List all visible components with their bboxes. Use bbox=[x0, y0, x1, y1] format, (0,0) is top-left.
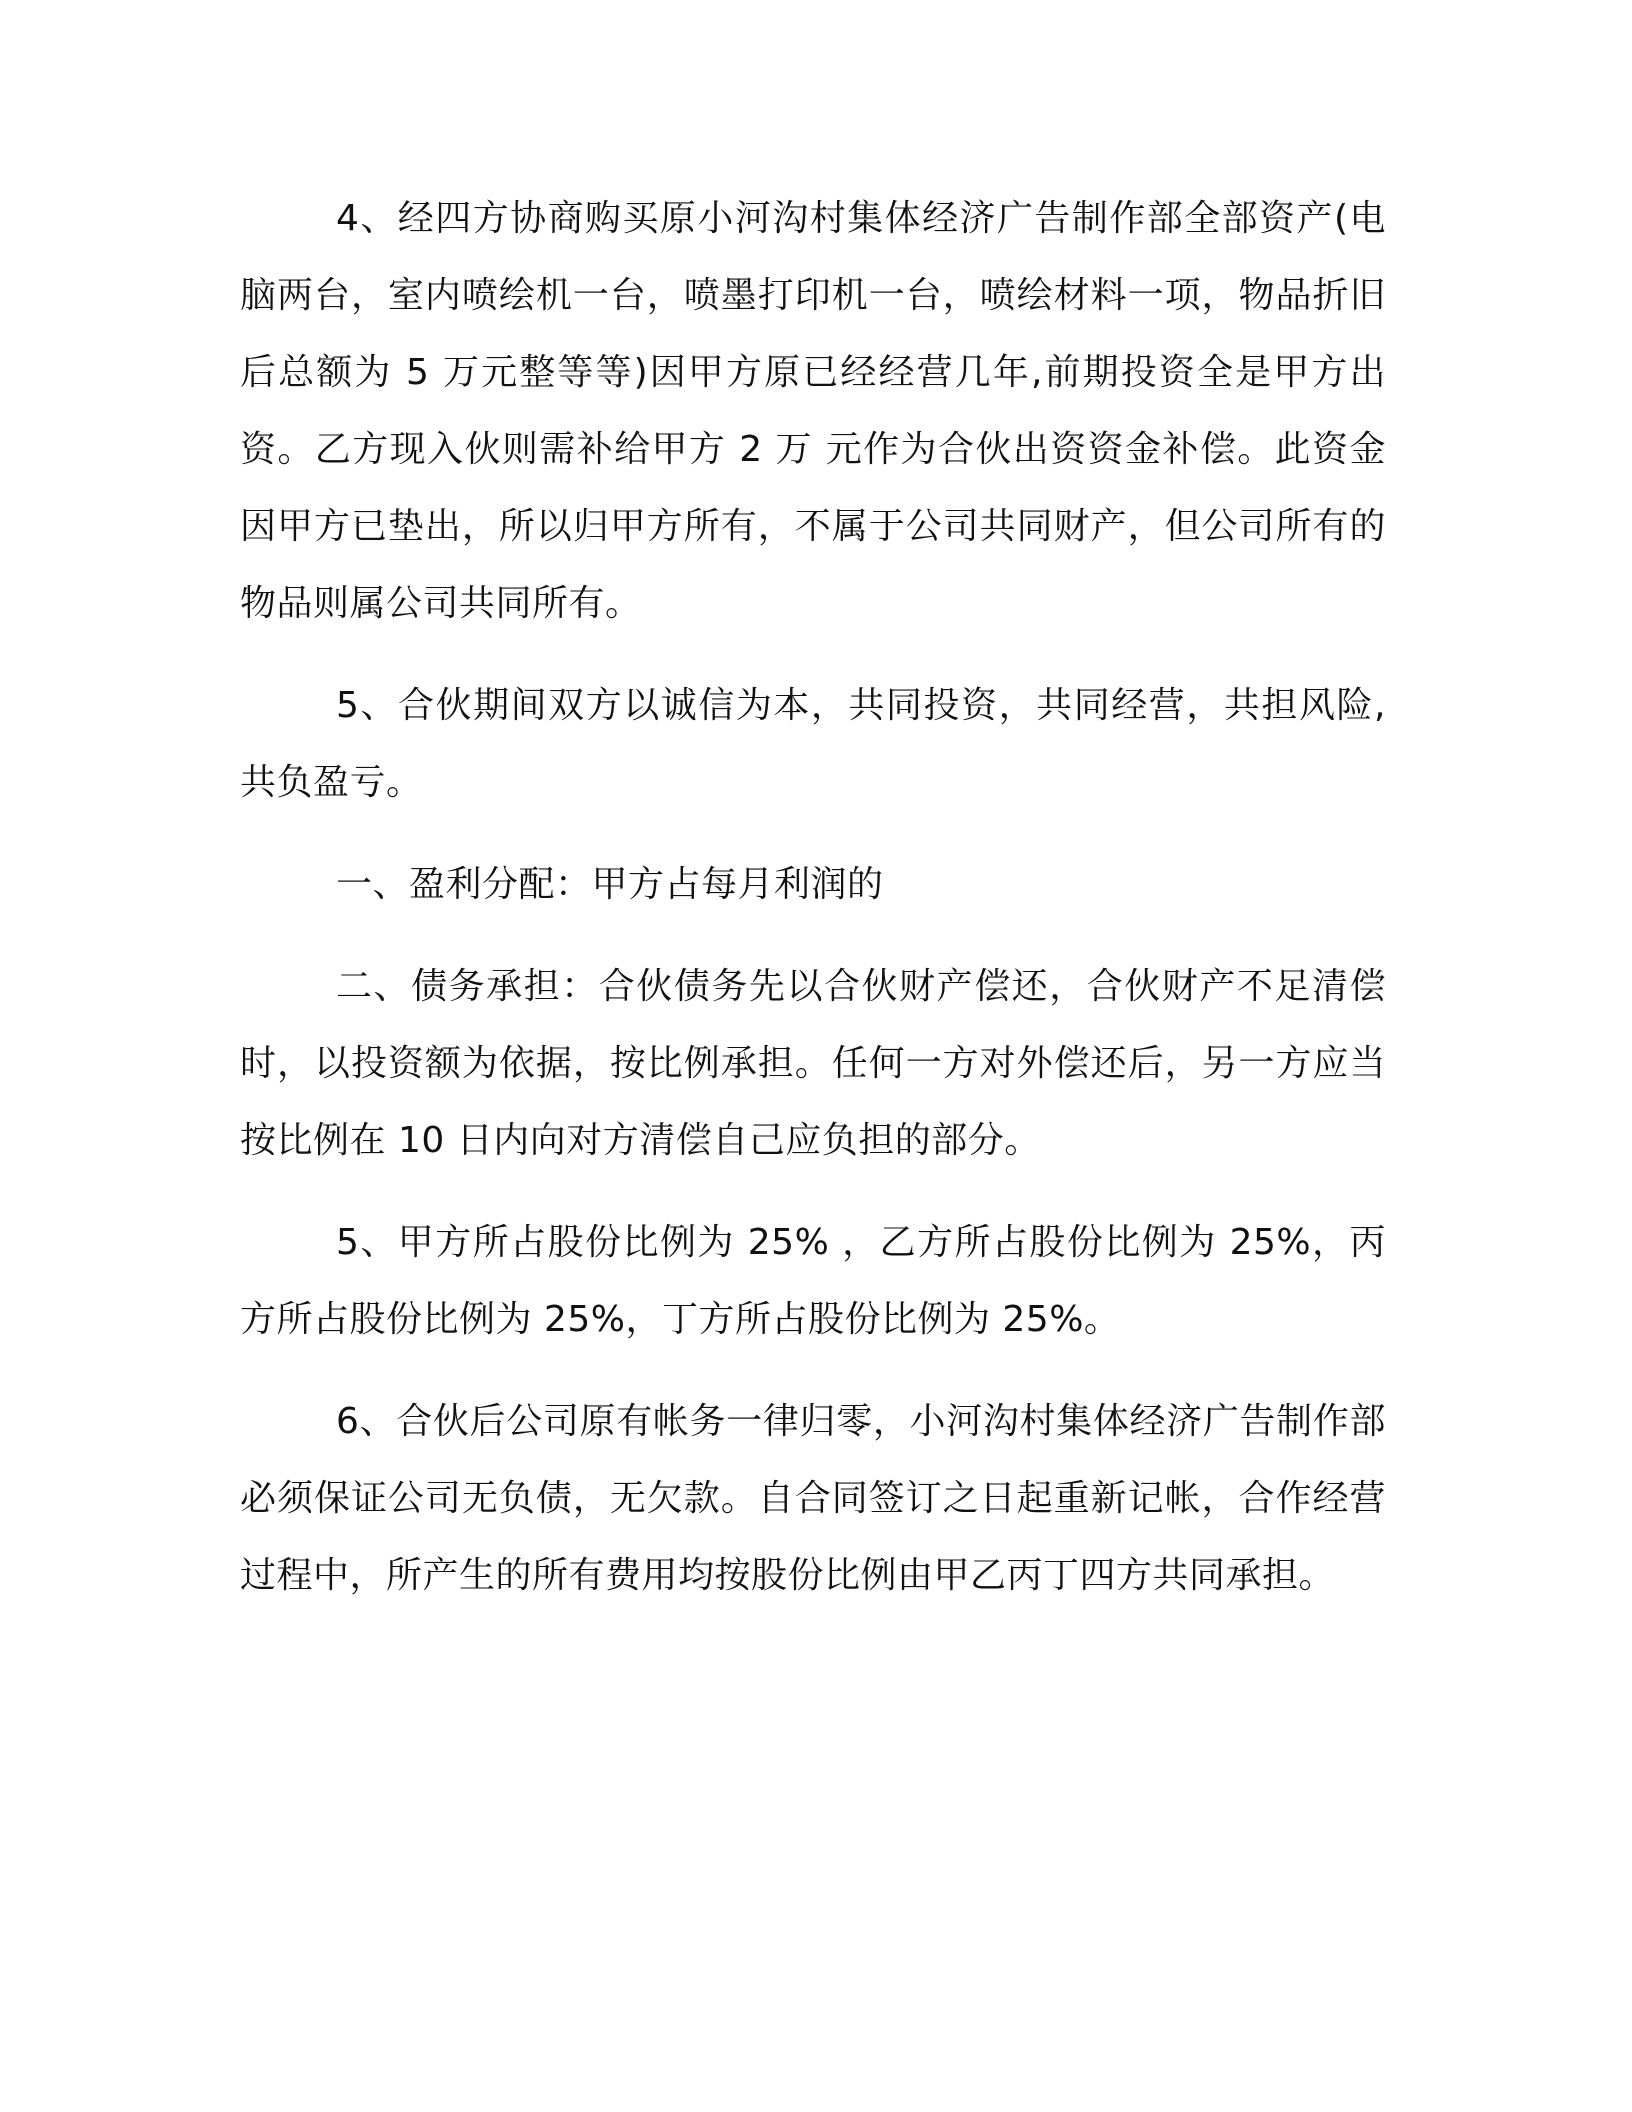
paragraph-asset-purchase: 4、经四方协商购买原小河沟村集体经济广告制作部全部资产(电脑两台，室内喷绘机一台，喷墨打印机一台，喷绘材料一项，物品折旧后总额为 5 万元整等等)因甲方原已经经营几年,前期投资全是甲方出资。乙方现入伙则需补给甲方 2 万 元作为合伙出资资金补偿。此资金因甲方已垫出，所以归甲方所有，不属于公司共同财产，但公司所有的物品则属公司共同所有。 bbox=[240, 198, 1386, 624]
paragraph-debt-liability: 二、债务承担：合伙债务先以合伙财产偿还，合伙财产不足清偿时，以投资额为依据，按比例承担。任何一方对外偿还后，另一方应当按比例在 10 日内向对方清偿自己应负担的部分。 bbox=[240, 966, 1386, 1161]
paragraph-profit-distribution: 一、盈利分配：甲方占每月利润的 bbox=[336, 864, 884, 905]
paragraph-accounts-reset: 6、合伙后公司原有帐务一律归零，小河沟村集体经济广告制作部必须保证公司无负债，无欠款。自合同签订之日起重新记帐，合作经营过程中，所产生的所有费用均按股份比例由甲乙丙丁四方共同承担。 bbox=[240, 1401, 1386, 1596]
paragraph-share-ratio: 5、甲方所占股份比例为 25% ，乙方所占股份比例为 25%，丙方所占股份比例为 25%，丁方所占股份比例为 25%。 bbox=[240, 1222, 1386, 1340]
document-body bbox=[240, 180, 1386, 1639]
paragraph-partnership-principles: 5、合伙期间双方以诚信为本，共同投资，共同经营，共担风险,共负盈亏。 bbox=[240, 685, 1386, 803]
